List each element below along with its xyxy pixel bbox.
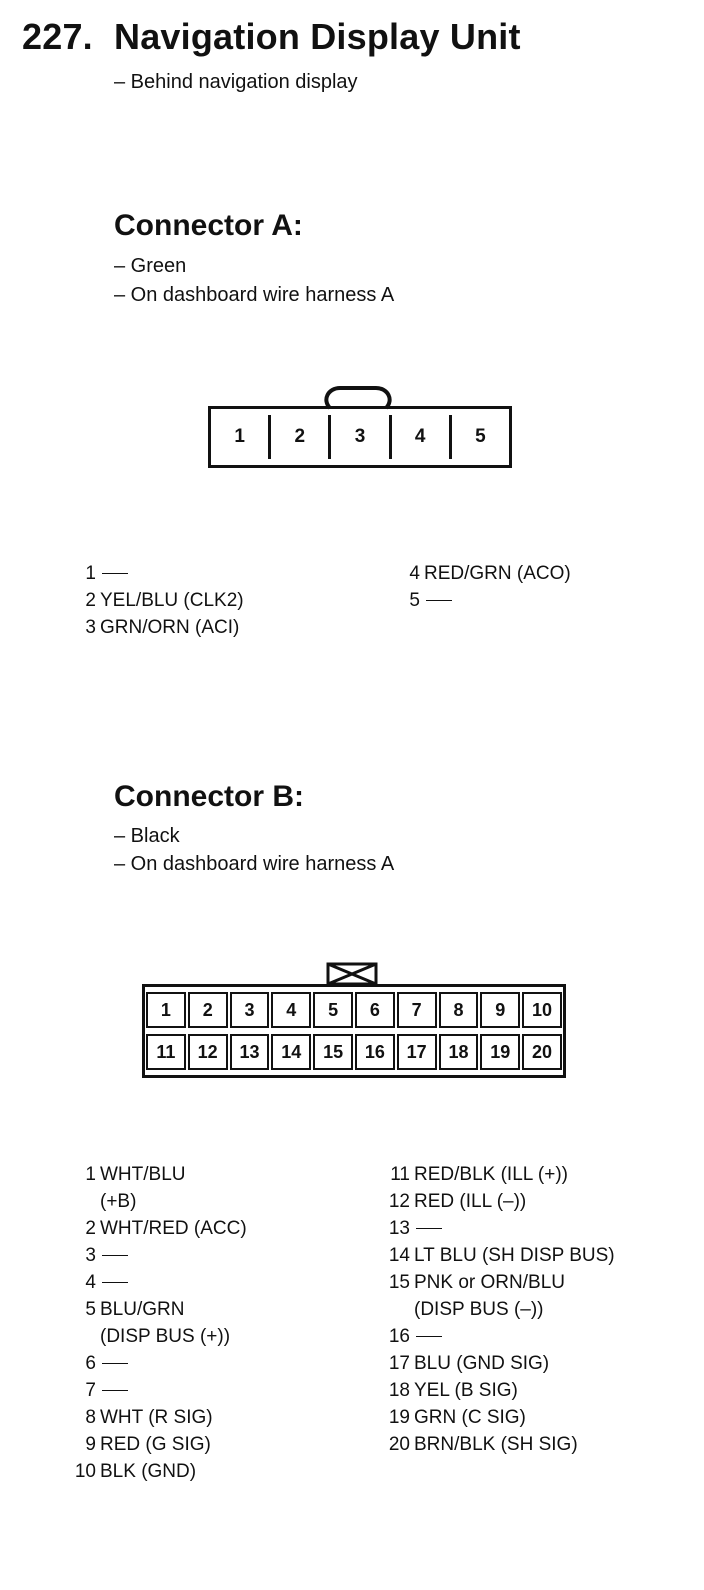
connector-b-cavity: 1 [146,992,186,1028]
pin-wire: RED/BLK (ILL (+)) [414,1164,568,1185]
connector-b-cavity: 9 [480,992,520,1028]
unused-pin-dash [102,1282,128,1283]
pin-row [72,1350,247,1377]
unused-pin-dash [102,1255,128,1256]
pin-wire: BLU (GND SIG) [414,1353,550,1374]
pin-row [72,560,244,587]
section-title: Navigation Display Unit [114,16,521,57]
connector-b-cavity: 6 [355,992,395,1028]
connector-a-diagram [208,406,512,468]
connector-a-cavity: 5 [449,415,509,459]
pin-row [384,1161,615,1188]
connector-b-row-upper [145,992,563,1028]
pin-wire: RED (ILL (–)) [414,1191,527,1212]
connector-b-cavity: 20 [522,1034,562,1070]
connector-b-latch-icon [326,962,378,986]
unused-pin-dash [102,1390,128,1391]
connector-b-diagram [142,984,566,1078]
pin-number: 1 [85,1164,96,1185]
connector-b-pin-list-left [72,1161,247,1485]
pin-number: 5 [85,1299,96,1320]
pin-row [72,1161,247,1188]
connector-b-cavity: 19 [480,1034,520,1070]
unused-pin-dash [416,1228,442,1229]
pin-number: 8 [85,1407,96,1428]
connector-a-pin-list-right [396,560,571,614]
pin-number: 2 [85,590,96,611]
connector-b-cavity: 16 [355,1034,395,1070]
pin-wire: BLK (GND) [100,1461,197,1482]
pin-row [384,1377,615,1404]
pin-row [384,1323,615,1350]
pin-wire: YEL (B SIG) [414,1380,518,1401]
connector-b-pin-list-right [384,1161,615,1458]
connector-a-cavity: 4 [389,415,449,459]
connector-b-harness: – On dashboard wire harness A [114,853,395,875]
connector-a-pin-list-left [72,560,244,641]
connector-b-cavity: 18 [439,1034,479,1070]
pin-wire: BRN/BLK (SH SIG) [414,1434,578,1455]
connector-a-heading: Connector A: [114,209,303,242]
connector-b-heading: Connector B: [114,780,304,813]
connector-b-cavity: 14 [271,1034,311,1070]
pin-row [384,1404,615,1431]
pin-number: 20 [388,1434,410,1455]
pin-row [384,1188,615,1215]
pin-number: 1 [85,563,96,584]
pin-wire: (DISP BUS (+)) [100,1326,231,1347]
connector-b-cavity: 2 [188,992,228,1028]
connector-b-cavity: 15 [313,1034,353,1070]
pin-number: 6 [85,1353,96,1374]
unused-pin-dash [416,1336,442,1337]
unused-pin-dash [102,573,128,574]
pin-wire: YEL/BLU (CLK2) [100,590,244,611]
pin-number: 18 [388,1380,410,1401]
connector-b-cavity: 17 [397,1034,437,1070]
pin-wire: WHT/BLU [100,1164,186,1185]
connector-b-color: – Black [114,825,180,847]
pin-number: 12 [388,1191,410,1212]
connector-b-cavity: 10 [522,992,562,1028]
pin-wire: PNK or ORN/BLU [414,1272,565,1293]
pin-row-continuation [72,1188,247,1215]
pin-row [384,1269,615,1296]
pin-wire: LT BLU (SH DISP BUS) [414,1245,615,1266]
pin-row [72,1458,247,1485]
pin-number: 17 [388,1353,410,1374]
connector-a-cavity: 2 [268,415,328,459]
connector-b-cavity: 12 [188,1034,228,1070]
page-title [22,16,521,58]
pin-wire: GRN (C SIG) [414,1407,526,1428]
connector-b-cavity: 7 [397,992,437,1028]
pin-row [72,1242,247,1269]
pin-number: 5 [409,590,420,611]
pin-row [72,1404,247,1431]
connector-b-cavity: 8 [439,992,479,1028]
pin-wire: WHT (R SIG) [100,1407,213,1428]
pin-row [72,587,244,614]
pin-wire: BLU/GRN [100,1299,185,1320]
pin-row [72,1215,247,1242]
connector-b-cavity: 13 [230,1034,270,1070]
pin-wire: WHT/RED (ACC) [100,1218,247,1239]
connector-b-cavity: 3 [230,992,270,1028]
pin-row [384,1350,615,1377]
pin-number: 15 [388,1272,410,1293]
connector-b-cavity: 11 [146,1034,186,1070]
pin-row [72,1296,247,1323]
pin-number: 16 [388,1326,410,1347]
pin-number: 19 [388,1407,410,1428]
connector-b-row-lower [145,1034,563,1070]
pin-row [396,587,571,614]
pin-number: 4 [85,1272,96,1293]
unused-pin-dash [102,1363,128,1364]
unit-location: – Behind navigation display [114,71,358,93]
pin-wire: GRN/ORN (ACI) [100,617,240,638]
pin-row [384,1242,615,1269]
pin-row [72,1431,247,1458]
pin-wire: (DISP BUS (–)) [414,1299,544,1320]
pin-row [384,1431,615,1458]
pin-wire: RED (G SIG) [100,1434,211,1455]
pin-row [72,1377,247,1404]
pin-row [396,560,571,587]
connector-b-cavity: 4 [271,992,311,1028]
pin-number: 7 [85,1380,96,1401]
connector-a-harness: – On dashboard wire harness A [114,284,395,306]
pin-number: 4 [409,563,420,584]
pin-number: 10 [74,1461,96,1482]
pin-row [72,614,244,641]
pin-number: 3 [85,1245,96,1266]
connector-a-cavity: 1 [234,426,245,447]
pin-row [72,1269,247,1296]
section-number: 227. [22,16,93,57]
pin-number: 11 [390,1164,410,1185]
pin-row-continuation [72,1323,247,1350]
pin-number: 9 [85,1434,96,1455]
pin-row [384,1215,615,1242]
pin-number: 3 [85,617,96,638]
pin-wire: RED/GRN (ACO) [424,563,571,584]
connector-a-cavity: 3 [328,415,388,459]
unused-pin-dash [426,600,452,601]
pin-number: 2 [85,1218,96,1239]
pin-wire: (+B) [100,1191,137,1212]
pin-number: 14 [388,1245,410,1266]
connector-a-color: – Green [114,255,187,277]
pin-number: 13 [388,1218,410,1239]
pin-row-continuation [384,1296,615,1323]
connector-b-cavity: 5 [313,992,353,1028]
